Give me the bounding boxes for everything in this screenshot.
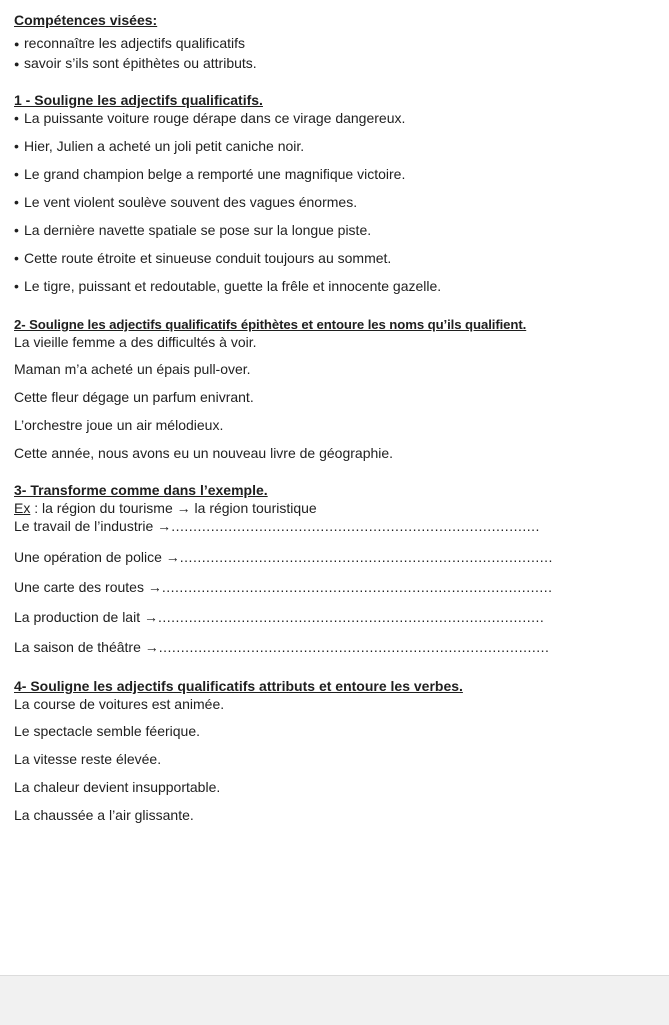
exercise3-item-text: Une carte des routes → <box>14 579 162 595</box>
answer-dots[interactable]: ........................................................................................ <box>157 609 545 625</box>
exercise4-sentence: La course de voitures est animée. <box>14 696 225 712</box>
competence-item: ● reconnaître les adjectifs qualificatifs <box>14 35 245 53</box>
answer-dots[interactable]: ......................................................................................... <box>161 579 553 595</box>
exercise3-item <box>14 639 549 656</box>
exercise3-item <box>14 579 553 596</box>
answer-dots[interactable]: ......................................................................................... <box>158 639 550 655</box>
exercise3-item <box>14 549 553 566</box>
competences-title: Compétences visées: <box>14 12 158 28</box>
exercise2-sentence: Cette année, nous avons eu un nouveau livre de géographie. <box>14 445 394 461</box>
exercise2-sentence: Cette fleur dégage un parfum enivrant. <box>14 389 254 405</box>
exercise3-item <box>14 518 540 535</box>
exercise3-example <box>14 500 317 517</box>
exercise1-sentence: • Hier, Julien a acheté un joli petit caniche noir. <box>14 138 304 155</box>
exercise3-item <box>14 609 544 626</box>
exercise1-sentence: • La dernière navette spatiale se pose sur la longue piste. <box>14 222 371 239</box>
exercise4-sentence: La vitesse reste élevée. <box>14 751 162 767</box>
exercise1-sentence: • La puissante voiture rouge dérape dans ce virage dangereux. <box>14 110 405 127</box>
exercise1-sentence: • Cette route étroite et sinueuse conduit toujours au sommet. <box>14 250 391 267</box>
exercise2-sentence: Maman m’a acheté un épais pull-over. <box>14 361 251 377</box>
answer-dots[interactable]: .................................................................................... <box>171 518 540 534</box>
exercise1-sentence: • Le tigre, puissant et redoutable, guette la frêle et innocente gazelle. <box>14 278 441 295</box>
competence-item: ● savoir s’ils sont épithètes ou attributs. <box>14 55 257 73</box>
exercise4-sentence: La chaussée a l’air glissante. <box>14 807 194 823</box>
exercise1-title: 1 - Souligne les adjectifs qualificatifs. <box>14 92 263 108</box>
exercise1-sentence: • Le grand champion belge a remporté une magnifique victoire. <box>14 166 405 183</box>
exercise2-sentence: L’orchestre joue un air mélodieux. <box>14 417 224 433</box>
example-text: : la région du tourisme → la région touristique <box>30 500 317 516</box>
page-footer-strip <box>0 975 669 1025</box>
exercise4-sentence: La chaleur devient insupportable. <box>14 779 221 795</box>
exercise3-item-text: Une opération de police → <box>14 549 180 565</box>
exercise3-item-text: Le travail de l’industrie → <box>14 518 172 534</box>
exercise4-title: 4- Souligne les adjectifs qualificatifs attributs et entoure les verbes. <box>14 678 463 694</box>
example-label: Ex <box>14 500 31 516</box>
exercise2-sentence: La vieille femme a des difficultés à voir. <box>14 334 257 350</box>
exercise1-sentence: • Le vent violent soulève souvent des vagues énormes. <box>14 194 357 211</box>
exercise3-title: 3- Transforme comme dans l’exemple. <box>14 482 268 498</box>
exercise3-item-text: La production de lait → <box>14 609 158 625</box>
exercise3-item-text: La saison de théâtre → <box>14 639 159 655</box>
answer-dots[interactable]: ..................................................................................... <box>179 549 553 565</box>
exercise4-sentence: Le spectacle semble féerique. <box>14 723 200 739</box>
exercise2-title: 2- Souligne les adjectifs qualificatifs épithètes et entoure les noms qu’ils qualifient. <box>14 317 527 332</box>
